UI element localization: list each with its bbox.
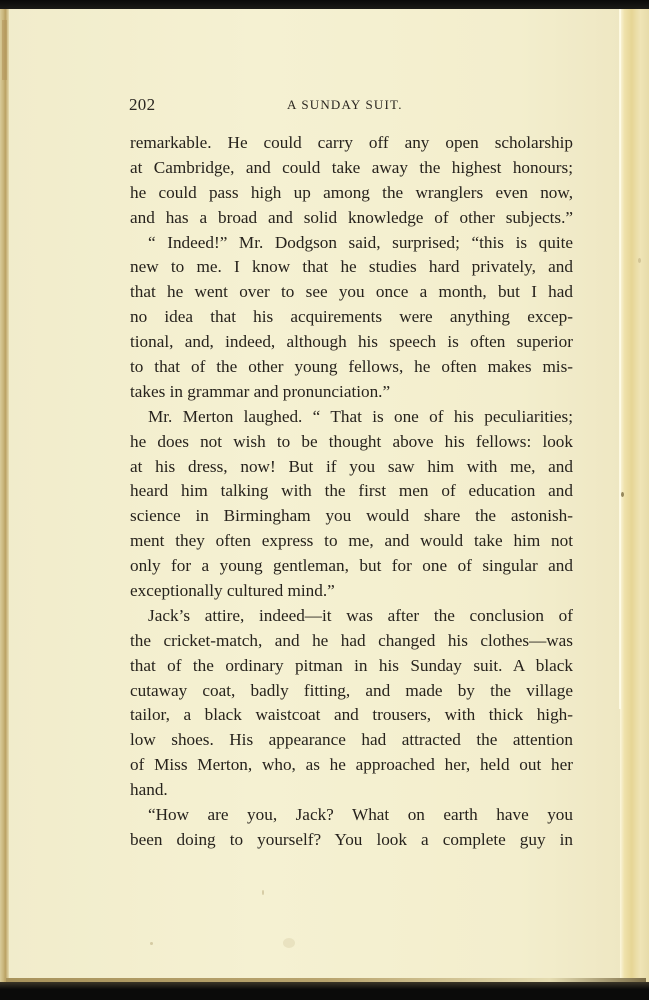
text-line: hand.	[130, 780, 168, 800]
text-line: tional, and, indeed, although his speech is often superior	[130, 332, 573, 352]
text-line: “ Indeed!” Mr. Dodgson said, surprised; “this is quite	[148, 232, 573, 252]
paper-foxing-spot	[638, 258, 641, 263]
text-line: science in Birmingham you would share the astonish-	[130, 506, 573, 526]
text-line: heard him talking with the first men of education and	[130, 481, 573, 501]
text-line: no idea that his acquirements were anything excep-	[130, 307, 573, 327]
text-line: at Cambridge, and could take away the highest honours;	[130, 157, 573, 177]
body-text	[130, 131, 573, 853]
text-line: he does not wish to be thought above his fellows: look	[130, 431, 573, 451]
paper-foxing-spot	[150, 942, 153, 945]
text-line: low shoes. His appearance had attracted the attention	[130, 730, 573, 750]
running-header	[129, 95, 574, 119]
text-line: the cricket-match, and he had changed his clothes—was	[130, 630, 573, 650]
text-line: and has a broad and solid knowledge of other subjects.”	[130, 207, 573, 227]
text-line: Jack’s attire, indeed—it was after the conclusion of	[148, 605, 573, 625]
paper-foxing-spot	[283, 938, 295, 948]
text-line: ment they often express to me, and would take him not	[130, 531, 573, 551]
text-line: “How are you, Jack? What on earth have you	[148, 805, 573, 825]
gutter-stain	[2, 20, 7, 80]
paper-foxing-spot	[621, 492, 624, 497]
text-line: that he went over to see you once a month, but I had	[130, 282, 573, 302]
scanner-bottom-edge	[0, 982, 649, 1000]
page-fore-edge	[620, 9, 649, 982]
text-line: remarkable. He could carry off any open scholarship	[130, 133, 573, 152]
text-line: been doing to yourself? You look a complete guy in	[130, 829, 573, 849]
text-line: exceptionally cultured mind.”	[130, 581, 335, 601]
text-line: that of the ordinary pitman in his Sunday suit. A black	[130, 655, 573, 675]
page-number: 202	[129, 95, 156, 114]
text-line: new to me. I know that he studies hard privately, and	[130, 257, 573, 277]
text-line: only for a young gentleman, but for one of singular and	[130, 556, 573, 576]
text-line: at his dress, now! But if you saw him with me, and	[130, 456, 573, 476]
text-line: he could pass high up among the wranglers even now,	[130, 182, 573, 202]
text-line: of Miss Merton, who, as he approached her, held out her	[130, 755, 573, 775]
running-title: A SUNDAY SUIT.	[287, 97, 403, 112]
text-line: tailor, a black waistcoat and trousers, with thick high-	[130, 705, 573, 725]
text-line: cutaway coat, badly fitting, and made by the village	[130, 680, 573, 700]
text-line: Mr. Merton laughed. “ That is one of his peculiarities;	[148, 406, 573, 426]
page-edge-highlight	[619, 9, 621, 709]
page-gutter-left	[0, 9, 9, 982]
text-line: takes in grammar and pronunciation.”	[130, 381, 391, 401]
paper-foxing-spot	[262, 890, 264, 895]
text-line: to that of the other young fellows, he often makes mis-	[130, 357, 573, 377]
